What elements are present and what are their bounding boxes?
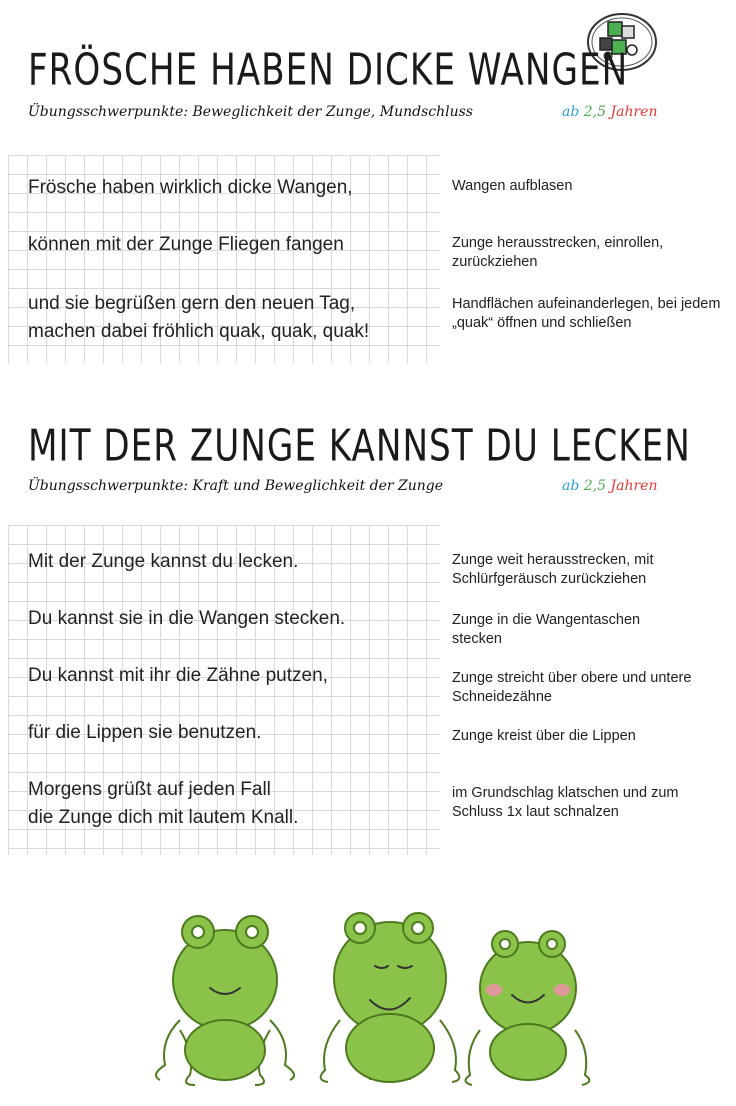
instruction: Zunge kreist über die Lippen: [452, 728, 636, 744]
section1-subtitle: Übungsschwerpunkte: Beweglichkeit der Zunge, Mundschluss: [28, 104, 473, 120]
verse-line: und sie begrüßen gern den neuen Tag,: [28, 293, 356, 314]
verse-line: für die Lippen sie benutzen.: [28, 722, 262, 743]
instruction: im Grundschlag klatschen und zum Schluss 1x laut schnalzen: [452, 785, 679, 820]
instruction: Handflächen aufeinanderlegen, bei jedem „quak“ öffnen und schließen: [452, 296, 721, 331]
age-num: 2,5: [583, 478, 607, 494]
verse-line: die Zunge dich mit lautem Knall.: [28, 807, 299, 828]
age-jahren: Jahren: [610, 104, 658, 120]
verse-line: Mit der Zunge kannst du lecken.: [28, 551, 299, 572]
verse-line: machen dabei fröhlich quak, quak, quak!: [28, 321, 370, 342]
instruction: Zunge weit herausstrecken, mit Schlürfgeräusch zurückziehen: [452, 552, 654, 587]
instruction: Wangen aufblasen: [452, 178, 573, 194]
frogs-illustration: [120, 870, 640, 1106]
instruction: Zunge streicht über obere und untere Schneidezähne: [452, 670, 692, 705]
verse-line: Du kannst sie in die Wangen stecken.: [28, 608, 346, 629]
section2-subtitle: Übungsschwerpunkte: Kraft und Beweglichkeit der Zunge: [28, 478, 444, 494]
age-num: 2,5: [583, 104, 607, 120]
instruction: Zunge in die Wangentaschen stecken: [452, 612, 641, 647]
verse-line: können mit der Zunge Fliegen fangen: [28, 234, 344, 255]
section1-title: FRÖSCHE HABEN DICKE WANGEN: [28, 44, 629, 95]
section1-age: [562, 104, 657, 120]
verse-line: Frösche haben wirklich dicke Wangen,: [28, 177, 353, 198]
age-jahren: Jahren: [610, 478, 658, 494]
verse-line: Du kannst mit ihr die Zähne putzen,: [28, 665, 328, 686]
age-ab: ab: [562, 478, 580, 494]
section2-age: [562, 478, 657, 494]
section2-title: MIT DER ZUNGE KANNST DU LECKEN: [28, 420, 691, 471]
verse-line: Morgens grüßt auf jeden Fall: [28, 779, 271, 800]
age-ab: ab: [562, 104, 580, 120]
instruction: Zunge herausstrecken, einrollen, zurückziehen: [452, 235, 664, 270]
